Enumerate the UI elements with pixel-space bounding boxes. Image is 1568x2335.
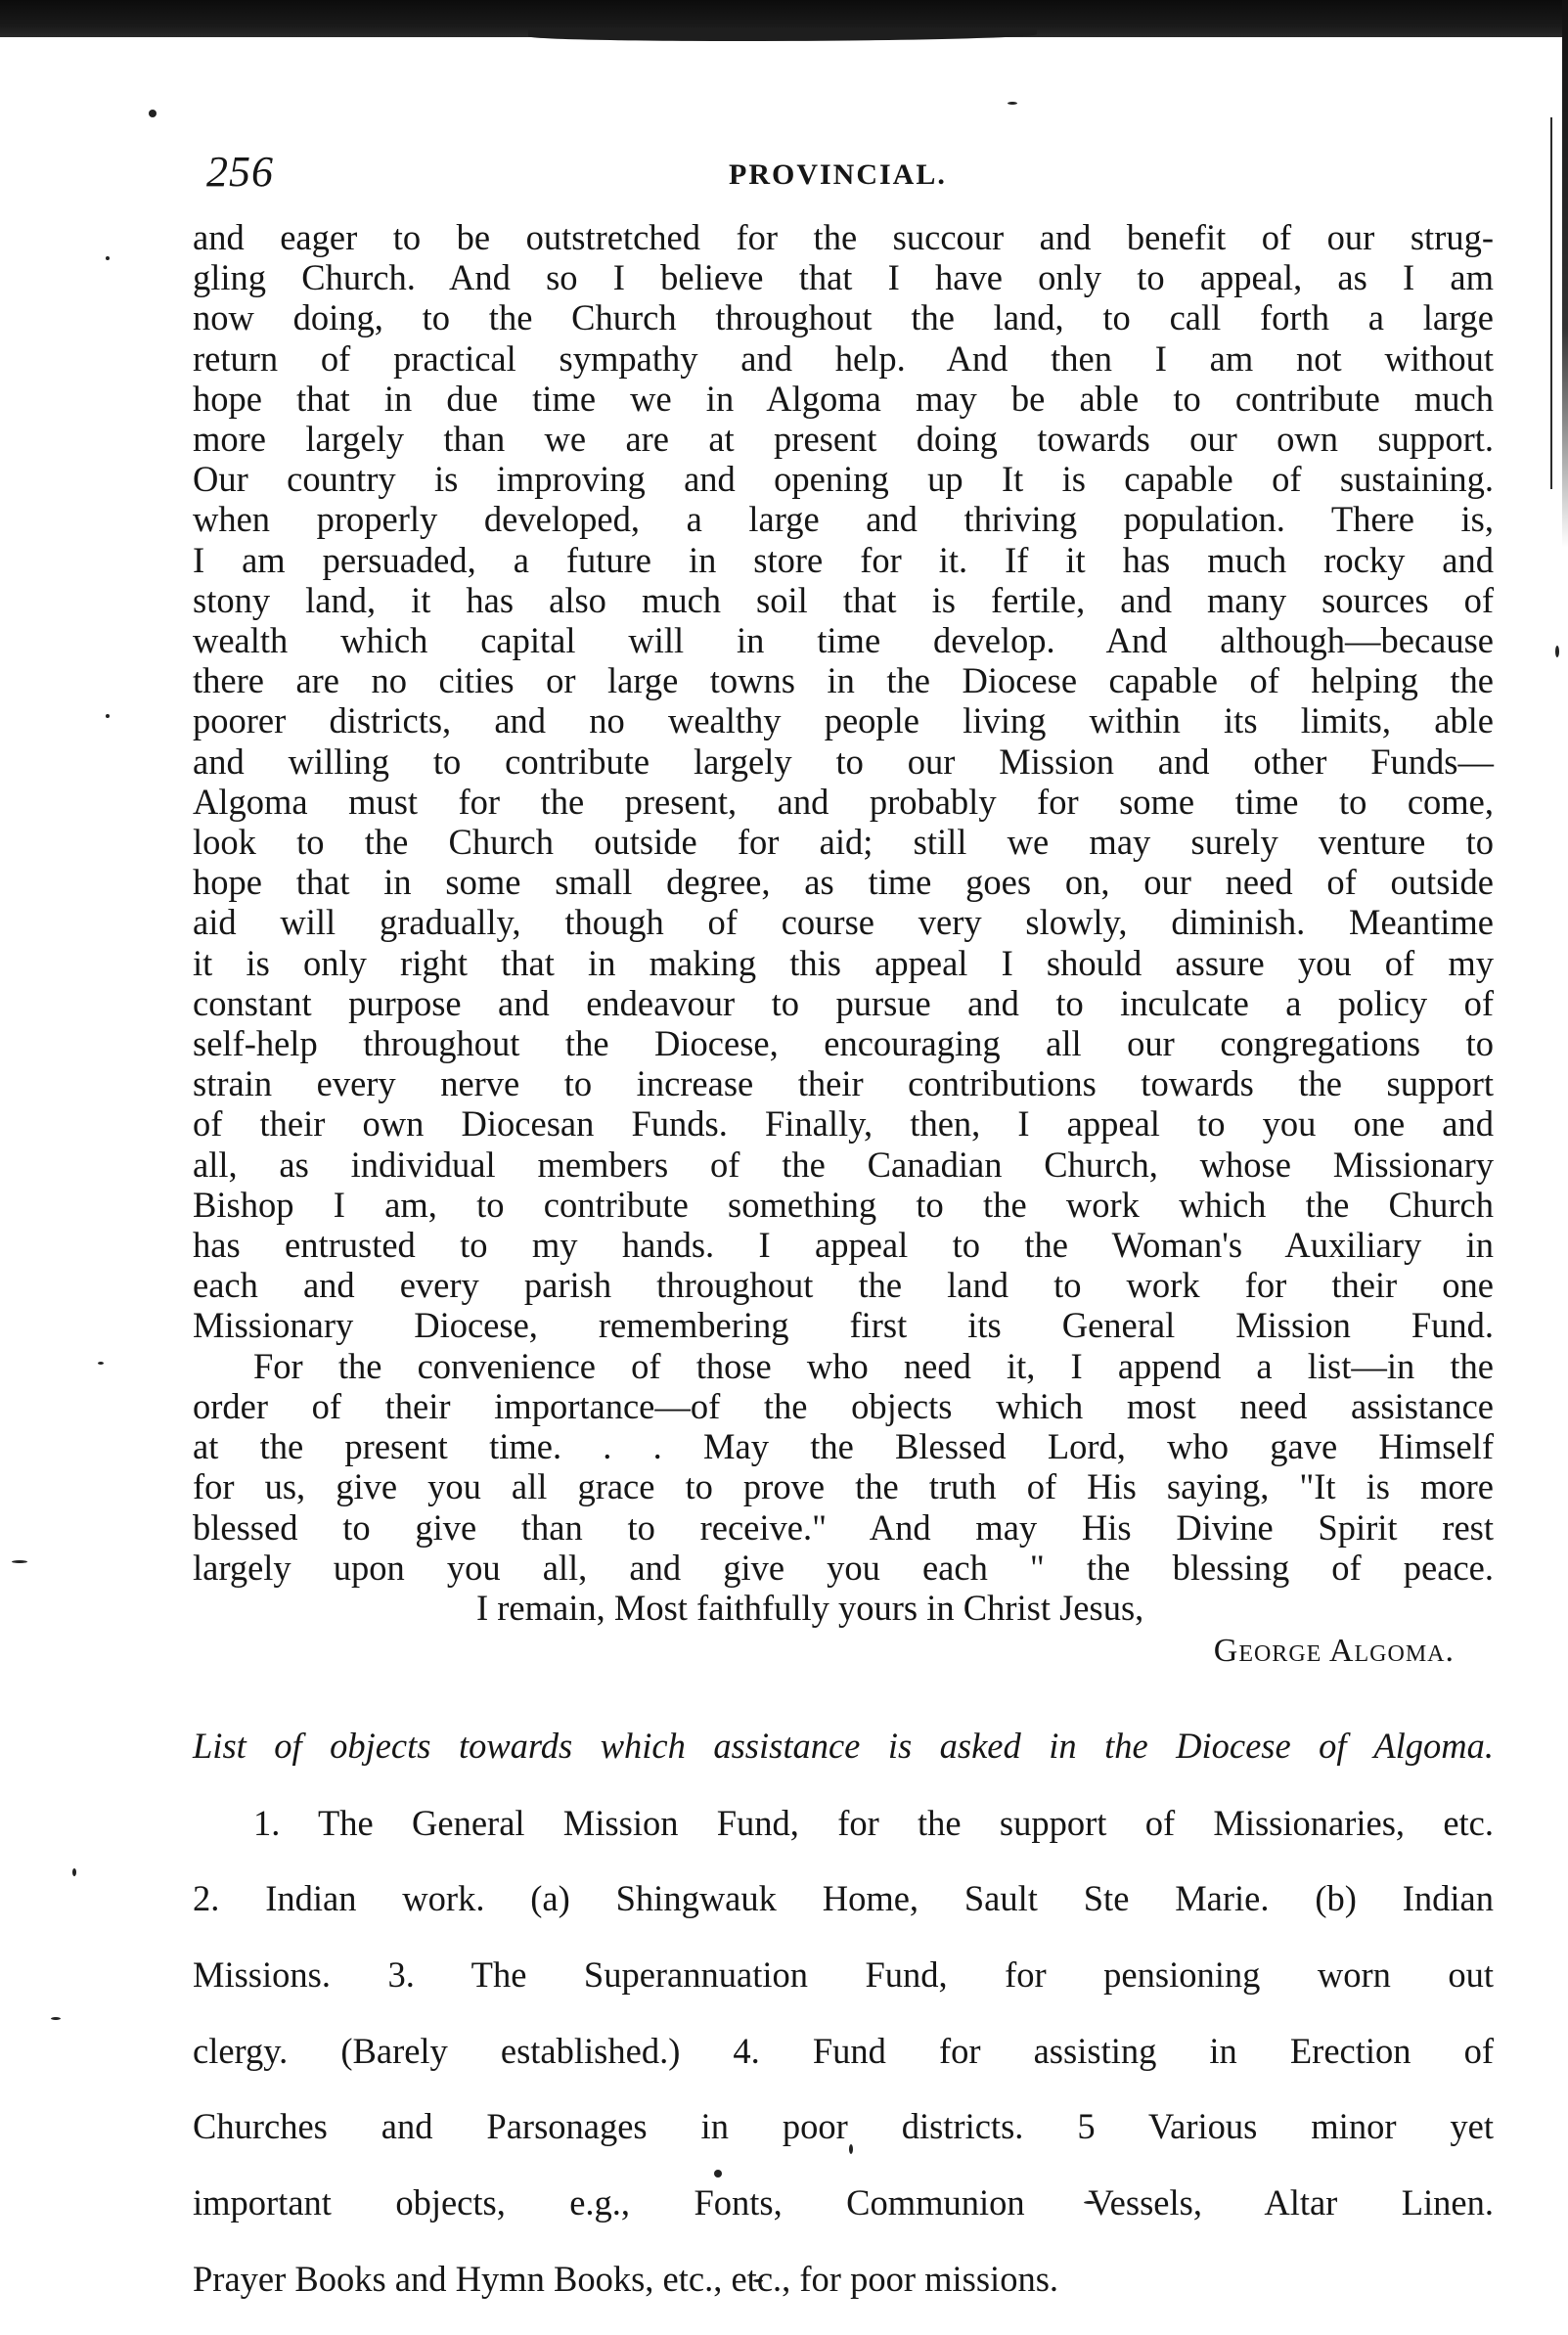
scan-top-edge-shadow bbox=[528, 29, 1037, 41]
text-line: of their own Diocesan Funds. Finally, then, I appeal to you one and bbox=[193, 1103, 1494, 1145]
text-line: order of their importance—of the objects which most need assistance bbox=[193, 1385, 1494, 1426]
scan-speck bbox=[98, 1362, 104, 1365]
text-line: blessed to give than to receive." And may His Divine Spirit rest bbox=[193, 1506, 1494, 1548]
text-line: strain every nerve to increase their contributions towards the support bbox=[193, 1063, 1494, 1104]
text-line: Our country is improving and opening up It is capable of sustaining. bbox=[193, 459, 1494, 500]
text-line: has entrusted to my hands. I appeal to the Woman's Auxiliary in bbox=[193, 1225, 1494, 1266]
text-line: aid will gradually, though of course very slowly, diminish. Meantime bbox=[193, 902, 1494, 943]
text-line: poorer districts, and no wealthy people living within its limits, able bbox=[193, 700, 1494, 741]
text-line: all, as individual members of the Canadian Church, whose Missionary bbox=[193, 1144, 1494, 1185]
text-line: Missionary Diocese, remembering first its General Mission Fund. bbox=[193, 1305, 1494, 1346]
page-header-title: PROVINCIAL. bbox=[729, 158, 947, 191]
text-line: For the convenience of those who need it, I append a list—in the bbox=[253, 1345, 1494, 1386]
text-line: each and every parish throughout the land to work for their one bbox=[193, 1265, 1494, 1306]
text-line: now doing, to the Church throughout the land, to call forth a large bbox=[193, 297, 1494, 338]
closing-line: I remain, Most faithfully yours in Christ Jesus, bbox=[476, 1587, 1144, 1628]
text-line: return of practical sympathy and help. And then I am not without bbox=[193, 337, 1494, 379]
list-line: Churches and Parsonages in poor districts. 5 Various minor yet bbox=[193, 2106, 1494, 2147]
text-line: when properly developed, a large and thriving population. There is, bbox=[193, 499, 1494, 540]
text-line: Bishop I am, to contribute something to the work which the Church bbox=[193, 1184, 1494, 1225]
scan-speck bbox=[51, 2017, 61, 2020]
text-line: self-help throughout the Diocese, encouraging all our congregations to bbox=[193, 1023, 1494, 1064]
scan-speck bbox=[1008, 102, 1017, 105]
text-line: more largely than we are at present doing towards our own support. bbox=[193, 419, 1494, 460]
list-line: 1. The General Mission Fund, for the support of Missionaries, etc. bbox=[253, 1802, 1494, 1843]
text-line: hope that in due time we in Algoma may be able to contribute much bbox=[193, 378, 1494, 419]
text-line: hope that in some small degree, as time goes on, our need of outside bbox=[193, 862, 1494, 903]
scan-speck bbox=[106, 256, 110, 260]
scan-speck bbox=[149, 110, 157, 117]
text-line: at the present time. . . May the Blessed Lord, who gave Himself bbox=[193, 1426, 1494, 1467]
list-line: clergy. (Barely established.) 4. Fund for assisting in Erection of bbox=[193, 2030, 1494, 2071]
text-line: wealth which capital will in time develop. And although—because bbox=[193, 620, 1494, 661]
text-line: Algoma must for the present, and probably for some time to come, bbox=[193, 781, 1494, 822]
scan-speck bbox=[1555, 646, 1559, 657]
text-line: look to the Church outside for aid; still we may surely venture to bbox=[193, 822, 1494, 863]
scan-speck bbox=[12, 1560, 27, 1563]
text-line: largely upon you all, and give you each " the blessing of peace. bbox=[193, 1547, 1494, 1588]
text-line: it is only right that in making this appeal I should assure you of my bbox=[193, 942, 1494, 983]
letter-body bbox=[193, 217, 1494, 1588]
text-line: there are no cities or large towns in the Diocese capable of helping the bbox=[193, 660, 1494, 701]
scan-speck bbox=[106, 714, 110, 718]
running-head bbox=[193, 147, 1494, 203]
book-page bbox=[193, 147, 1494, 2335]
text-line: gling Church. And so I believe that I have only to appeal, as I am bbox=[193, 257, 1494, 298]
text-line: constant purpose and endeavour to pursue and to inculcate a policy of bbox=[193, 982, 1494, 1023]
text-line: and willing to contribute largely to our Mission and other Funds— bbox=[193, 741, 1494, 782]
objects-list bbox=[193, 1803, 1494, 2299]
text-line: for us, give you all grace to prove the truth of His saying, "It is more bbox=[193, 1466, 1494, 1507]
list-line: important objects, e.g., Fonts, Communion Vessels, Altar Linen. bbox=[193, 2182, 1494, 2223]
list-line: Prayer Books and Hymn Books, etc., etc., for poor missions. bbox=[193, 2258, 1059, 2299]
text-line: I am persuaded, a future in store for it. If it has much rocky and bbox=[193, 539, 1494, 580]
list-line: 2. Indian work. (a) Shingwauk Home, Sault Ste Marie. (b) Indian bbox=[193, 1878, 1494, 1919]
text-line: and eager to be outstretched for the succour and benefit of our strug- bbox=[193, 217, 1494, 257]
list-heading: List of objects towards which assistance is asked in the Diocese of Algoma. bbox=[193, 1726, 1494, 1767]
scan-margin-rule bbox=[1550, 117, 1552, 489]
scan-right-edge bbox=[1562, 0, 1568, 548]
text-line: stony land, it has also much soil that is fertile, and many sources of bbox=[193, 579, 1494, 620]
signature: George Algoma. bbox=[1213, 1633, 1455, 1670]
scan-speck bbox=[72, 1868, 76, 1876]
list-line: Missions. 3. The Superannuation Fund, for pensioning worn out bbox=[193, 1954, 1494, 1996]
page-number: 256 bbox=[206, 148, 274, 196]
